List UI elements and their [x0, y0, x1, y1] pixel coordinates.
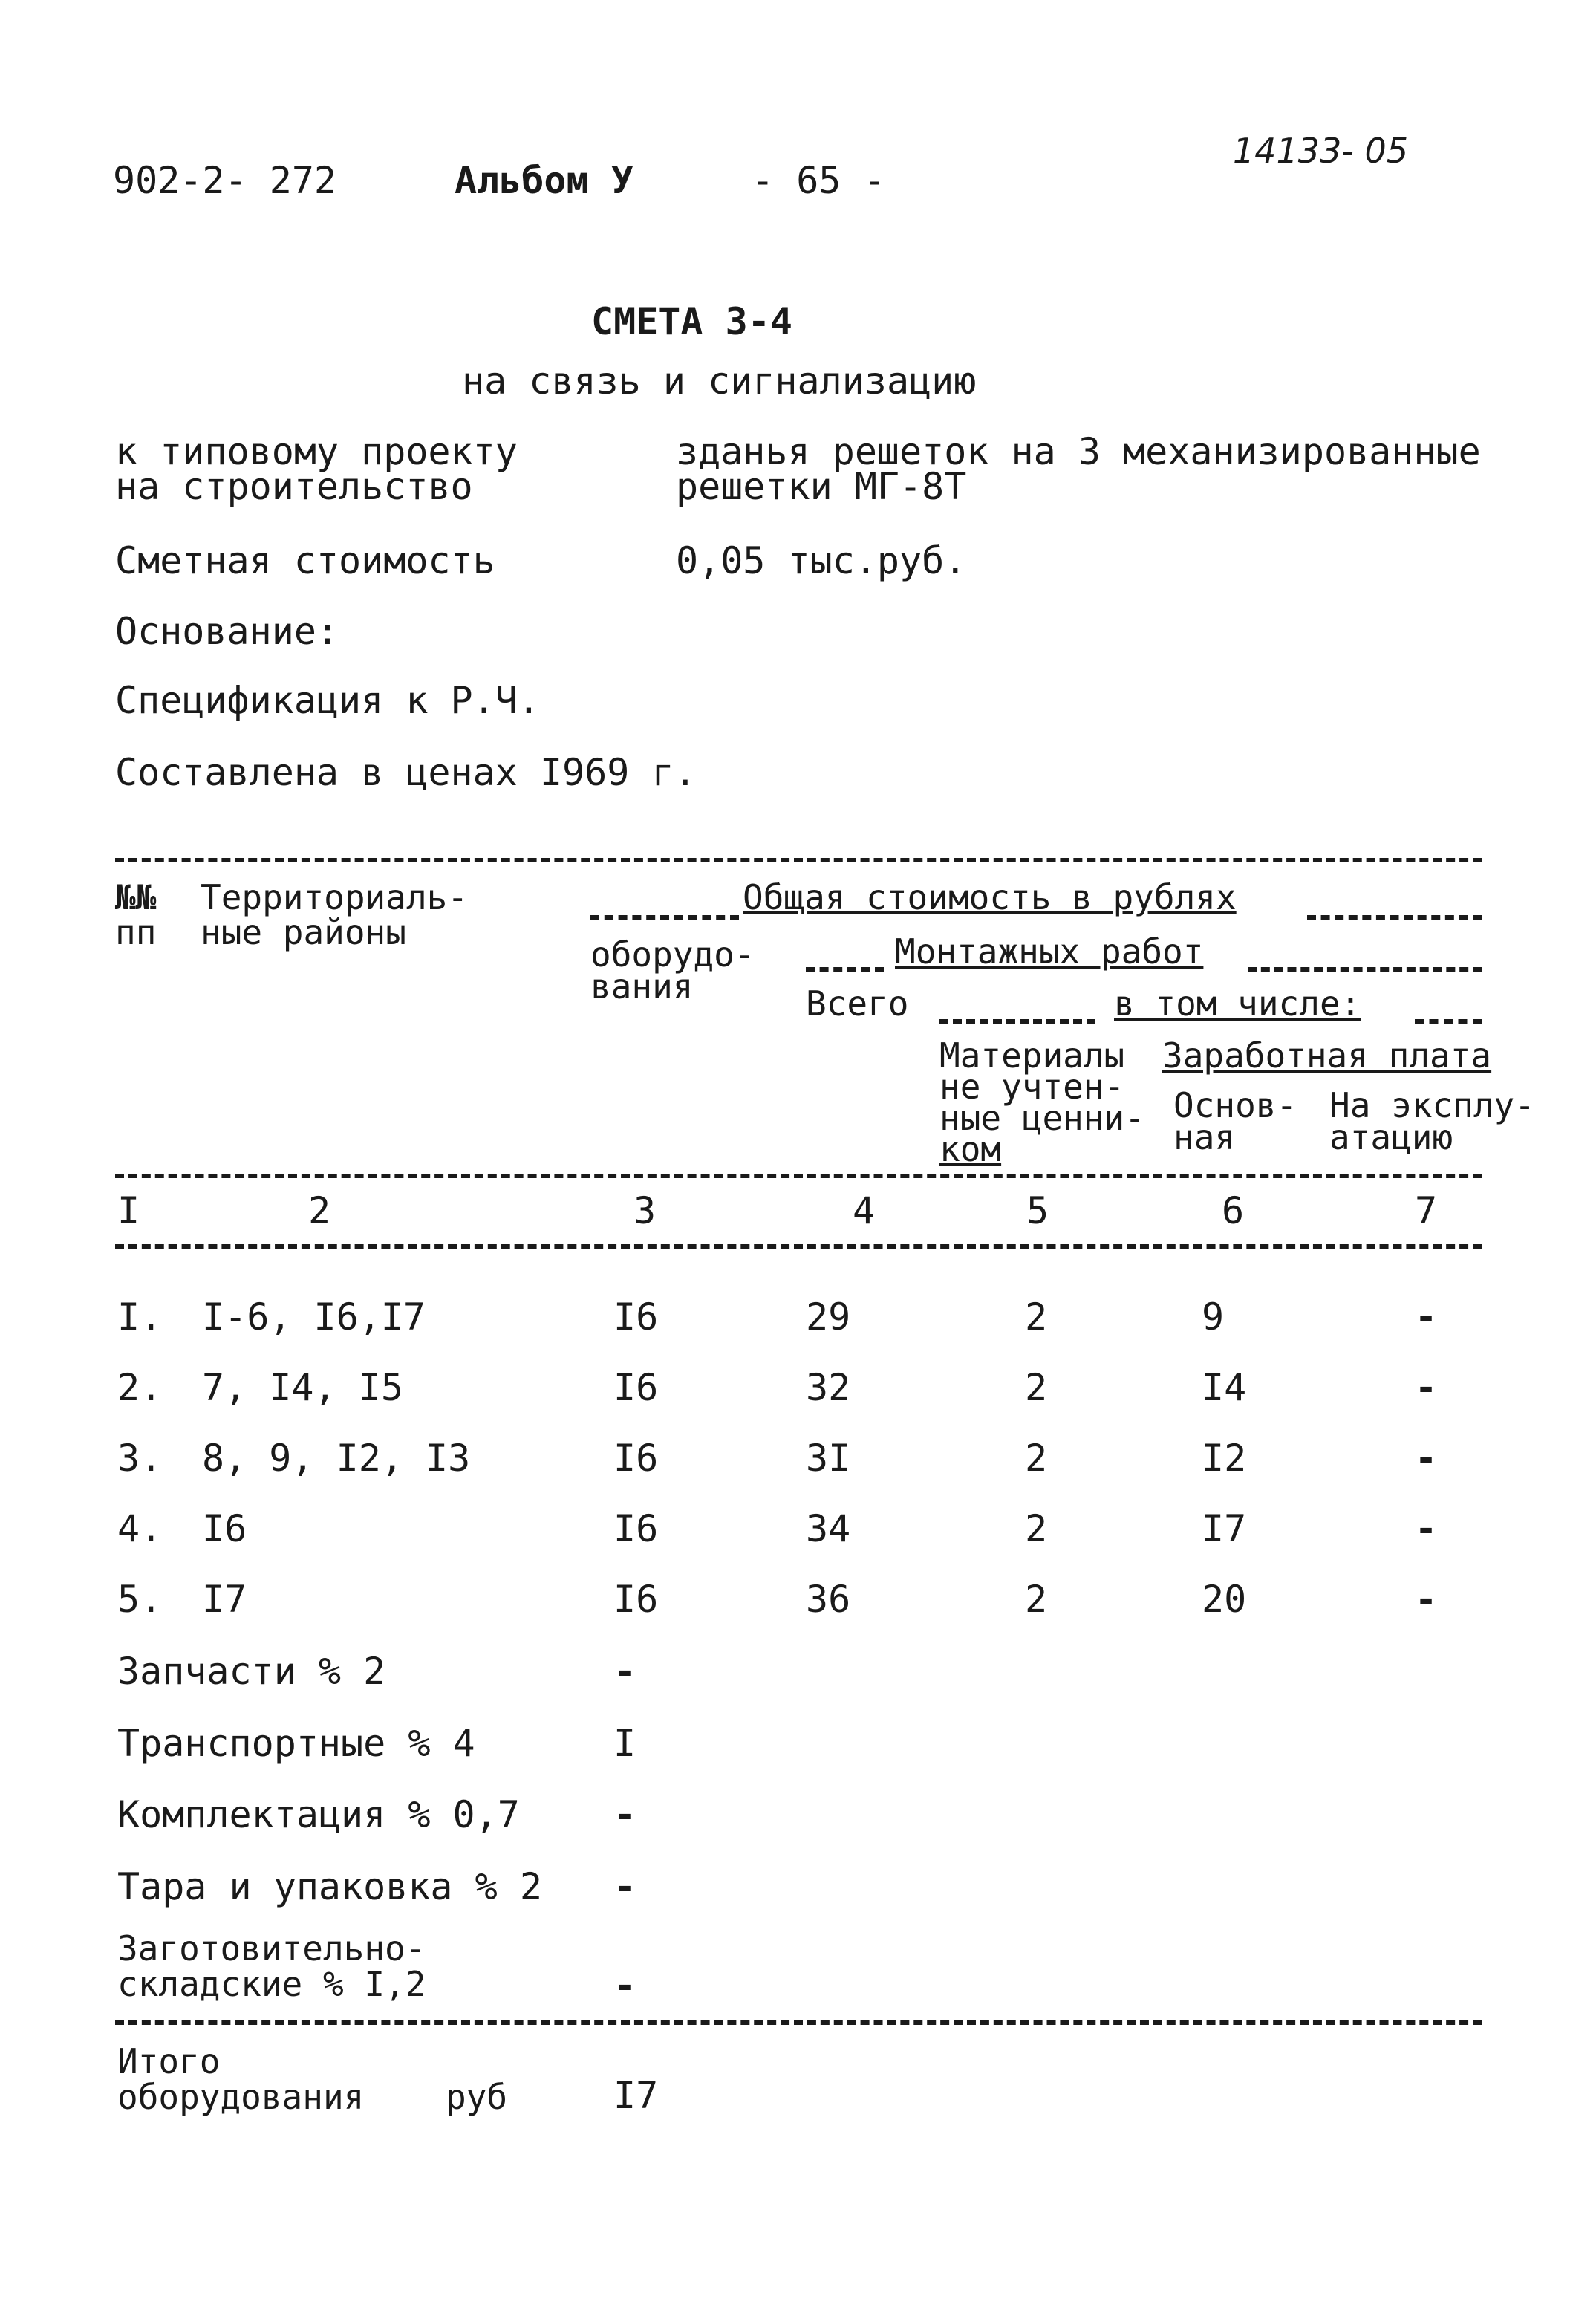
- header-installation: Монтажных работ: [895, 931, 1204, 972]
- row-operation: -: [1415, 1295, 1438, 1339]
- header-operation-2: атацию: [1329, 1117, 1453, 1157]
- row-operation: -: [1415, 1578, 1438, 1621]
- surcharge-label: Транспортные % 4: [117, 1722, 475, 1765]
- header-total-cost: Общая стоимость в рублях: [743, 877, 1237, 917]
- doc-code: 902-2- 272: [113, 159, 337, 202]
- header-bottom-rule: [115, 1174, 1482, 1178]
- header-rule: [1248, 967, 1482, 972]
- total-rule: [115, 2020, 1482, 2025]
- header-regions-1: Территориаль-: [201, 877, 469, 917]
- row-total: 3I: [806, 1437, 851, 1480]
- row-total: 29: [806, 1295, 851, 1339]
- header-num-2: пп: [115, 912, 157, 952]
- total-label-2: оборудования: [117, 2077, 365, 2117]
- row-regions: 8, 9, I2, I3: [202, 1437, 471, 1480]
- row-equipment: I6: [613, 1295, 659, 1339]
- column-number: 3: [633, 1189, 657, 1232]
- row-operation: -: [1415, 1366, 1438, 1409]
- header-rule: [1415, 1019, 1482, 1024]
- row-equipment: I6: [613, 1437, 659, 1480]
- header-materials-3: ные ценни-: [939, 1098, 1145, 1138]
- header-regions-2: ные районы: [201, 912, 406, 952]
- header-materials-4: ком: [939, 1129, 1002, 1169]
- surcharge-label: Заготовительно-: [117, 1928, 426, 1968]
- prices-label: Составлена в ценах I969 г.: [115, 751, 697, 794]
- total-value: I7: [613, 2074, 659, 2117]
- row-basic: I4: [1202, 1366, 1247, 1409]
- header-including: в том числе:: [1114, 983, 1361, 1024]
- row-total: 36: [806, 1578, 851, 1621]
- surcharge-value: -: [613, 1650, 636, 1693]
- estimate-title: СМЕТА 3-4: [591, 300, 792, 343]
- row-num: 5.: [117, 1578, 163, 1621]
- column-number: 2: [308, 1189, 331, 1232]
- row-materials: 2: [1025, 1295, 1048, 1339]
- header-materials-2: не учтен-: [939, 1067, 1125, 1107]
- surcharge-value: -: [613, 1865, 636, 1908]
- row-operation: -: [1415, 1437, 1438, 1480]
- header-total: Всего: [806, 983, 909, 1024]
- row-materials: 2: [1025, 1366, 1048, 1409]
- row-equipment: I6: [613, 1578, 659, 1621]
- header-equipment-1: оборудо-: [590, 934, 755, 975]
- header-rule: [939, 1019, 1095, 1024]
- column-numbers-rule: [115, 1244, 1482, 1249]
- column-number: 6: [1222, 1189, 1245, 1232]
- row-regions: I6: [202, 1507, 247, 1550]
- surcharge-value: I: [613, 1722, 636, 1765]
- column-number: I: [117, 1189, 140, 1232]
- row-basic: 9: [1202, 1295, 1225, 1339]
- total-unit: руб: [446, 2077, 508, 2117]
- row-equipment: I6: [613, 1366, 659, 1409]
- project-value-1: зданья решеток на 3 механизированные: [676, 430, 1481, 473]
- row-num: 4.: [117, 1507, 163, 1550]
- row-operation: -: [1415, 1507, 1438, 1550]
- row-total: 34: [806, 1507, 851, 1550]
- row-regions: I7: [202, 1578, 247, 1621]
- surcharge-label: Запчасти % 2: [117, 1650, 386, 1693]
- header-equipment-2: вания: [590, 966, 694, 1007]
- basis-label: Основание:: [115, 610, 339, 653]
- header-operation-1: На эксплу-: [1329, 1085, 1535, 1125]
- header-rule: [590, 915, 739, 920]
- row-num: I.: [117, 1295, 163, 1339]
- basis-value: Спецификация к Р.Ч.: [115, 679, 540, 722]
- header-rule: [1307, 915, 1482, 920]
- header-salary: Заработная плата: [1162, 1035, 1492, 1076]
- row-basic: I7: [1202, 1507, 1247, 1550]
- surcharge-label: Комплектация % 0,7: [117, 1793, 520, 1836]
- row-materials: 2: [1025, 1507, 1048, 1550]
- project-value-2: решетки МГ-8Т: [676, 465, 967, 508]
- project-label-1: к типовому проекту: [115, 430, 518, 473]
- row-materials: 2: [1025, 1437, 1048, 1480]
- row-regions: I-6, I6,I7: [202, 1295, 426, 1339]
- column-number: 7: [1415, 1189, 1438, 1232]
- album-label: Альбом У: [455, 159, 633, 202]
- header-basic-2: ная: [1173, 1117, 1236, 1157]
- table-top-rule: [115, 858, 1482, 862]
- handwritten-ref: 14133- 05: [1233, 131, 1409, 171]
- page-number: - 65 -: [752, 159, 886, 202]
- row-basic: 20: [1202, 1578, 1247, 1621]
- header-rule: [806, 967, 884, 972]
- row-materials: 2: [1025, 1578, 1048, 1621]
- row-num: 3.: [117, 1437, 163, 1480]
- surcharge-label: Тара и упаковка % 2: [117, 1865, 542, 1908]
- column-number: 5: [1026, 1189, 1049, 1232]
- surcharge-value: -: [613, 1793, 636, 1836]
- row-basic: I2: [1202, 1437, 1247, 1480]
- row-regions: 7, I4, I5: [202, 1366, 403, 1409]
- header-materials-1: Материалы: [939, 1035, 1125, 1076]
- total-label-1: Итого: [117, 2041, 221, 2081]
- cost-label: Сметная стоимость: [115, 539, 495, 582]
- row-total: 32: [806, 1366, 851, 1409]
- header-basic-1: Основ-: [1173, 1085, 1297, 1125]
- row-num: 2.: [117, 1366, 163, 1409]
- surcharge-value: -: [613, 1964, 636, 2007]
- surcharge-label-2: складские % I,2: [117, 1964, 426, 2004]
- cost-value: 0,05 тыс.руб.: [676, 539, 967, 582]
- project-label-2: на строительство: [115, 465, 473, 508]
- row-equipment: I6: [613, 1507, 659, 1550]
- column-number: 4: [853, 1189, 876, 1232]
- estimate-subtitle: на связь и сигнализацию: [462, 360, 977, 403]
- header-num-1: №№: [115, 877, 157, 917]
